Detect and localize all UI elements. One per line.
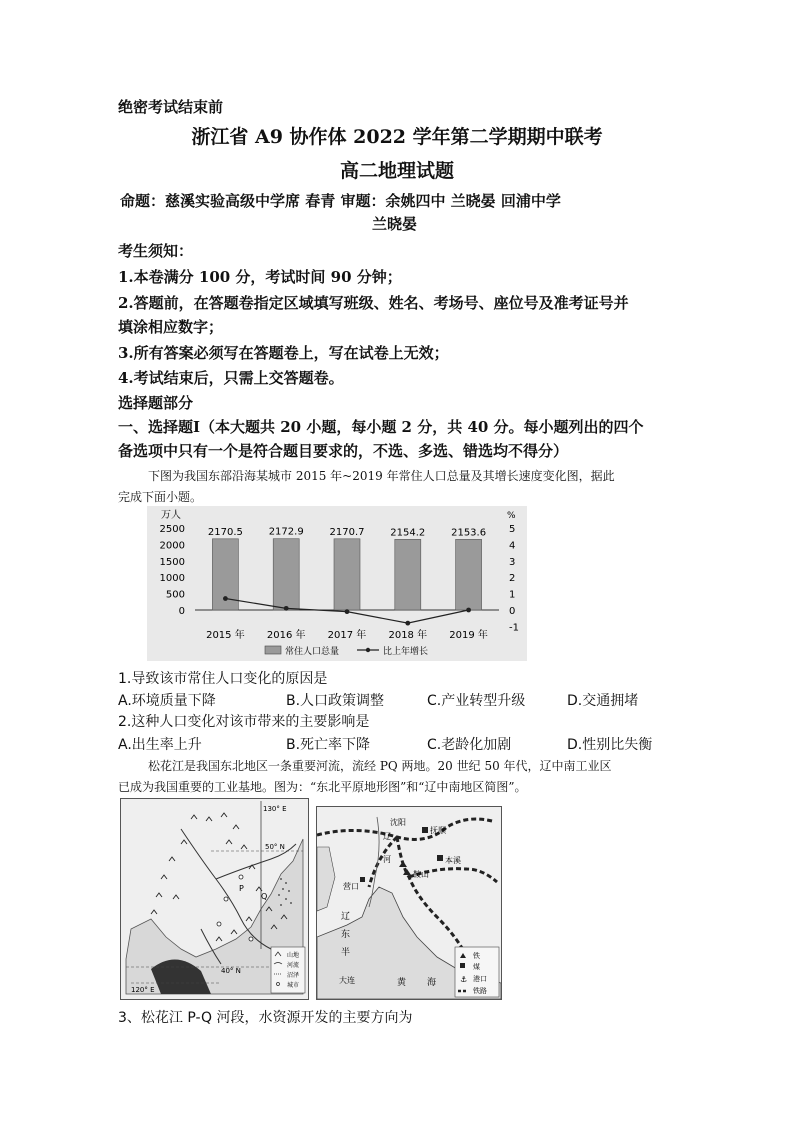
legend-railway: 铁路 — [473, 987, 487, 995]
sea-char: 黄 — [397, 978, 407, 988]
sea-char: 海 — [427, 978, 437, 988]
q2-option-c[interactable]: C.老龄化加剧 — [427, 737, 512, 753]
liaozhongnan-map — [316, 806, 502, 1000]
notice-heading: 考生须知： — [118, 242, 194, 260]
right-tick-label: 2 — [509, 573, 516, 585]
x-tick-label: 2019 年 — [449, 630, 488, 641]
x-tick-label: 2016 年 — [266, 630, 306, 641]
city-anshan: 鞍山 — [413, 870, 429, 879]
bar-value-label: 2154.2 — [390, 527, 426, 539]
p-label: P — [239, 884, 244, 893]
population-bar — [395, 539, 421, 610]
left-tick-label: 500 — [165, 589, 185, 601]
legend-iron: 铁 — [473, 952, 480, 960]
right-tick-label: 4 — [509, 540, 516, 552]
growth-point — [223, 596, 228, 601]
notice-item: 2.答题前，在答题卷指定区域填写班级、姓名、考场号、座位号及准考证号并 — [118, 294, 629, 312]
x-tick-label: 2015 年 — [206, 630, 245, 641]
bar-value-label: 2170.7 — [329, 526, 365, 538]
q2-option-a[interactable]: A.出生率上升 — [118, 737, 202, 753]
city-shenyang: 沈阳 — [390, 818, 406, 827]
right-axis-unit: % — [507, 511, 516, 521]
right-tick-label: 5 — [509, 524, 516, 535]
intro2-text: 松花江是我国东北地区一条重要河流，流经 PQ 两地。20 世纪 50 年代，辽中南工业区 — [148, 759, 612, 773]
notice-item: 填涂相应数字； — [118, 318, 224, 336]
q1-option-b[interactable]: B.人口政策调整 — [286, 693, 385, 709]
lat-50-label: 50° N — [265, 843, 285, 851]
notice-item: 3.所有答案必须写在答题卷上，写在试卷上无效； — [118, 344, 449, 362]
legend-mountain: 山地 — [287, 952, 300, 959]
chart-svg — [147, 506, 527, 661]
right-tick-label: -1 — [509, 622, 519, 634]
bar-value-label: 2153.6 — [451, 527, 487, 539]
city-yingkou: 营口 — [343, 882, 359, 891]
land-char: 辽 — [341, 912, 351, 922]
land-char: 东 — [341, 930, 351, 940]
left-tick-label: 2000 — [159, 540, 185, 552]
exam-title: 浙江省 A9 协作体 2022 学年第二学期期中联考 — [191, 126, 603, 148]
exam-subtitle: 高二地理试题 — [339, 160, 454, 182]
legend-port: 港口 — [473, 975, 487, 983]
secret-label: 绝密考试结束前 — [118, 98, 224, 116]
legend-city: 城市 — [287, 982, 300, 989]
section-label: 选择题部分 — [118, 394, 194, 412]
x-tick-label: 2017 年 — [327, 630, 367, 641]
city-dalian: 大连 — [339, 976, 355, 985]
lon-130-label: 130° E — [263, 805, 287, 813]
population-bar — [273, 539, 299, 610]
growth-point — [284, 606, 289, 611]
legend-line-marker — [366, 648, 370, 652]
population-chart — [147, 506, 527, 661]
left-axis-unit: 万人 — [161, 510, 181, 521]
right-tick-label: 3 — [509, 556, 516, 568]
legend-coal: 煤 — [473, 963, 480, 971]
lon-120-label: 120° E — [131, 986, 155, 994]
legend-bar-swatch — [265, 646, 281, 654]
growth-point — [466, 608, 471, 613]
legend-swamp: 沼泽 — [287, 972, 300, 979]
notice-item: 4.考试结束后，只需上交答题卷。 — [118, 369, 344, 387]
right-tick-label: 1 — [509, 589, 516, 601]
city-fushun: 抚顺 — [430, 826, 446, 835]
section-heading-cont: 备选项中只有一个是符合题目要求的，不选、多选、错选均不得分） — [118, 442, 569, 460]
legend-river: 河流 — [287, 962, 300, 969]
q1-option-c[interactable]: C.产业转型升级 — [427, 693, 526, 709]
left-tick-label: 0 — [178, 606, 185, 617]
q2-option-d[interactable]: D.性别比失衡 — [567, 737, 653, 753]
q1-option-d[interactable]: D.交通拥堵 — [567, 693, 639, 709]
question-3-stem: 3、松花江 P-Q 河段，水资源开发的主要方向为 — [118, 1010, 413, 1026]
left-tick-label: 1000 — [159, 573, 185, 585]
q1-option-a[interactable]: A.环境质量下降 — [118, 693, 216, 709]
river-char: 辽 — [383, 832, 391, 841]
question-1-stem: 1.导致该市常住人口变化的原因是 — [118, 671, 328, 687]
authors-line: 命题：慈溪实验高级中学席 春青 审题：余姚四中 兰晓晏 回浦中学 — [120, 192, 561, 210]
land-char: 半 — [341, 948, 351, 958]
intro-text: 下图为我国东部沿海某城市 2015 年~2019 年常住人口总量及其增长速度变化图，据此 — [148, 469, 615, 483]
anchor-icon: ⚓ — [460, 975, 468, 984]
intro-text-cont: 完成下面小题。 — [118, 490, 203, 504]
growth-point — [345, 609, 350, 614]
section-heading: 一、选择题Ⅰ（本大题共 20 小题，每小题 2 分，共 40 分。每小题列出的四个 — [118, 418, 644, 436]
intro2-text-cont: 已成为我国重要的工业基地。图为：“东北平原地形图”和“辽中南地区简图”。 — [118, 780, 527, 794]
question-2-stem: 2.这种人口变化对该市带来的主要影响是 — [118, 714, 370, 730]
left-tick-label: 1500 — [159, 556, 185, 568]
lat-40-label: 40° N — [221, 967, 241, 975]
left-tick-label: 2500 — [159, 524, 185, 535]
legend-bar-label: 常住人口总量 — [285, 647, 340, 657]
northeast-map-svg — [121, 799, 308, 999]
growth-point — [405, 621, 410, 626]
northeast-plain-map — [120, 798, 309, 1000]
notice-item: 1.本卷满分 100 分，考试时间 90 分钟； — [118, 268, 402, 286]
bar-value-label: 2170.5 — [207, 526, 243, 538]
bar-value-label: 2172.9 — [268, 526, 304, 538]
q2-option-b[interactable]: B.死亡率下降 — [286, 737, 371, 753]
q-label: Q — [261, 892, 268, 901]
authors-line-cont: 兰晓晏 — [372, 215, 418, 233]
population-bar — [334, 539, 360, 610]
x-tick-label: 2018 年 — [388, 630, 428, 641]
river-char: 河 — [383, 855, 391, 864]
city-benxi: 本溪 — [445, 856, 461, 865]
liaozhongnan-map-svg — [317, 807, 501, 999]
legend-line-label: 比上年增长 — [383, 647, 429, 657]
population-bar — [456, 539, 482, 610]
right-tick-label: 0 — [509, 606, 516, 617]
